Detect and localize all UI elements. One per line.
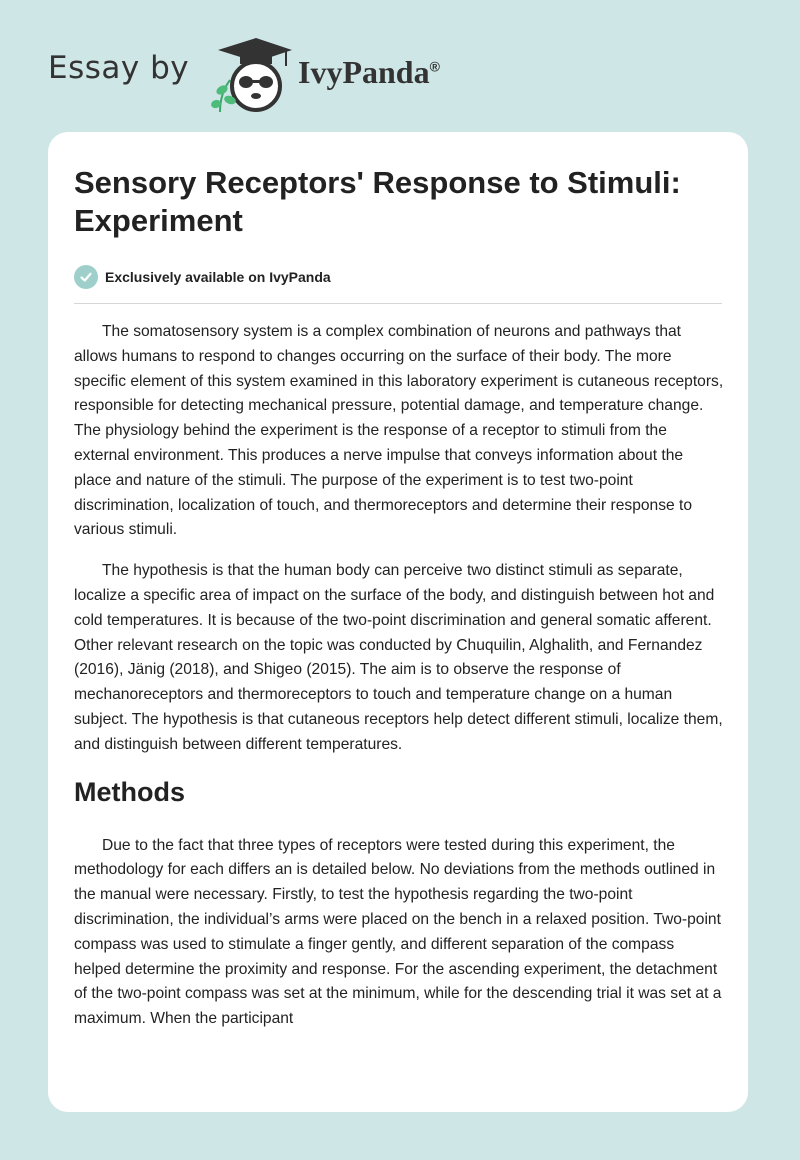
article-title: Sensory Receptors' Response to Stimuli: Experiment bbox=[74, 165, 681, 238]
badge-label: Exclusively available on IvyPanda bbox=[105, 269, 331, 285]
exclusive-badge bbox=[74, 264, 331, 290]
ivypanda-logo-icon bbox=[200, 34, 296, 116]
essay-by-label: Essay by bbox=[48, 50, 190, 86]
trademark-symbol: ® bbox=[429, 58, 440, 75]
divider bbox=[74, 303, 722, 304]
brand-name[interactable]: IvyPanda® bbox=[298, 54, 440, 90]
paragraph-hypothesis: The hypothesis is that the human body can perceive two distinct stimuli as separate, localize a specific area of impact on the surface of the body, and distinguish between hot and cold temperatures. It is because of the two-point discrimination and general somatic afferent. Other relevant research on the topic was conducted by Chuquilin, Alghalith, and Fernandez (2016), Jänig (2018), and Shigeo (2015). The aim is to observe the response of mechanoreceptors and thermoreceptors to touch and temperature change on a human subject. The hypothesis is that cutaneous receptors help detect different stimuli, localize them, and distinguish between different temperatures. bbox=[74, 562, 723, 753]
article-body bbox=[74, 320, 724, 1048]
paragraph-intro: The somatosensory system is a complex combination of neurons and pathways that allows humans to respond to changes occurring on the surface of their body. The more specific element of this system examined in this laboratory experiment is cutaneous receptors, responsible for detecting mechanical pressure, potential damage, and temperature change. The physiology behind the experiment is the response of a receptor to stimuli from the external environment. This produces a nerve impulse that conveys information about the place and nature of the stimuli. The purpose of the experiment is to test two-point discrimination, localization of touch, and thermoreceptors and determine their response to various stimuli. bbox=[74, 323, 724, 539]
paragraph-methods: Due to the fact that three types of receptors were tested during this experiment, the methodology for each differs an is detailed below. No deviations from the methods outlined in the manual were necessary. Firstly, to test the hypothesis regarding the two-point discrimination, the individual’s arms were placed on the bench in a relaxed position. Two-point compass was used to stimulate a finger gently, and different separation of the compass helped determine the proximity and response. For the ascending experiment, the detachment of the two-point compass was set at the minimum, while for the descending trial it was set at a maximum. When the participant bbox=[74, 836, 722, 1028]
site-header bbox=[48, 28, 648, 118]
methods-heading: Methods bbox=[74, 776, 185, 807]
article-card bbox=[48, 132, 748, 1112]
check-circle-icon bbox=[74, 265, 98, 289]
